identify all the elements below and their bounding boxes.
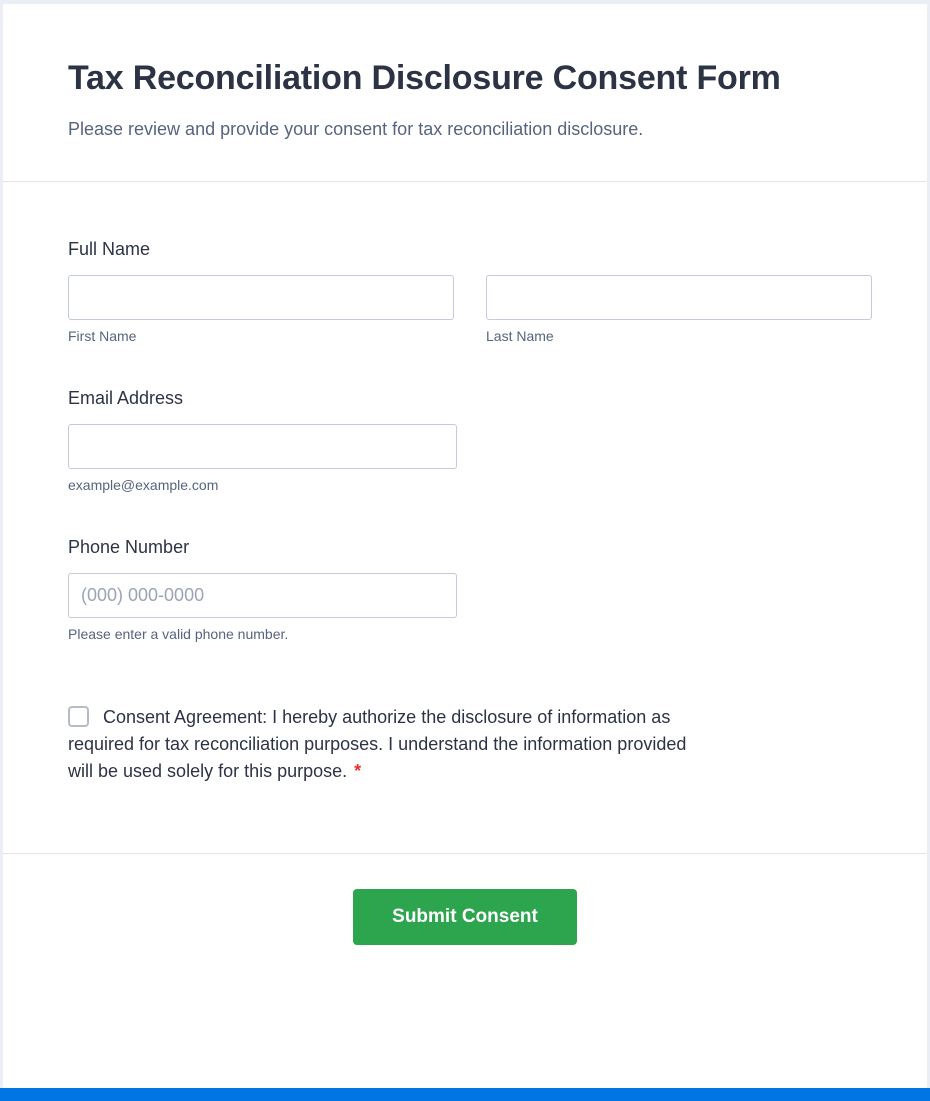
field-phone xyxy=(3,537,927,642)
consent-text: Consent Agreement: I hereby authorize the disclosure of information as required for tax reconciliation purposes. I understand the information provided will be used solely for this purpose. xyxy=(68,707,687,781)
first-name-column xyxy=(68,275,454,344)
full-name-label: Full Name xyxy=(68,239,151,259)
first-name-input[interactable] xyxy=(68,275,454,320)
form-title: Tax Reconciliation Disclosure Consent Form xyxy=(68,59,781,97)
full-name-inputs-row xyxy=(68,275,872,344)
header-divider xyxy=(3,181,927,182)
phone-input[interactable] xyxy=(68,573,457,618)
submit-row xyxy=(3,854,927,945)
last-name-column xyxy=(486,275,872,344)
footer-bar xyxy=(0,1088,930,1101)
field-consent xyxy=(3,704,763,785)
email-input[interactable] xyxy=(68,424,457,469)
last-name-sublabel: Last Name xyxy=(486,328,554,344)
form-subtitle: Please review and provide your consent for tax reconciliation disclosure. xyxy=(68,119,644,139)
email-label: Email Address xyxy=(68,388,184,408)
phone-label: Phone Number xyxy=(68,537,190,557)
consent-checkbox[interactable] xyxy=(68,706,89,727)
form-card xyxy=(3,4,927,1088)
form-header xyxy=(3,4,927,181)
first-name-sublabel: First Name xyxy=(68,328,137,344)
phone-sublabel: Please enter a valid phone number. xyxy=(68,626,289,642)
required-asterisk: * xyxy=(354,761,362,781)
field-full-name xyxy=(3,239,927,344)
last-name-input[interactable] xyxy=(486,275,872,320)
field-email xyxy=(3,388,927,493)
email-sublabel: example@example.com xyxy=(68,477,219,493)
submit-button[interactable]: Submit Consent xyxy=(353,889,577,945)
